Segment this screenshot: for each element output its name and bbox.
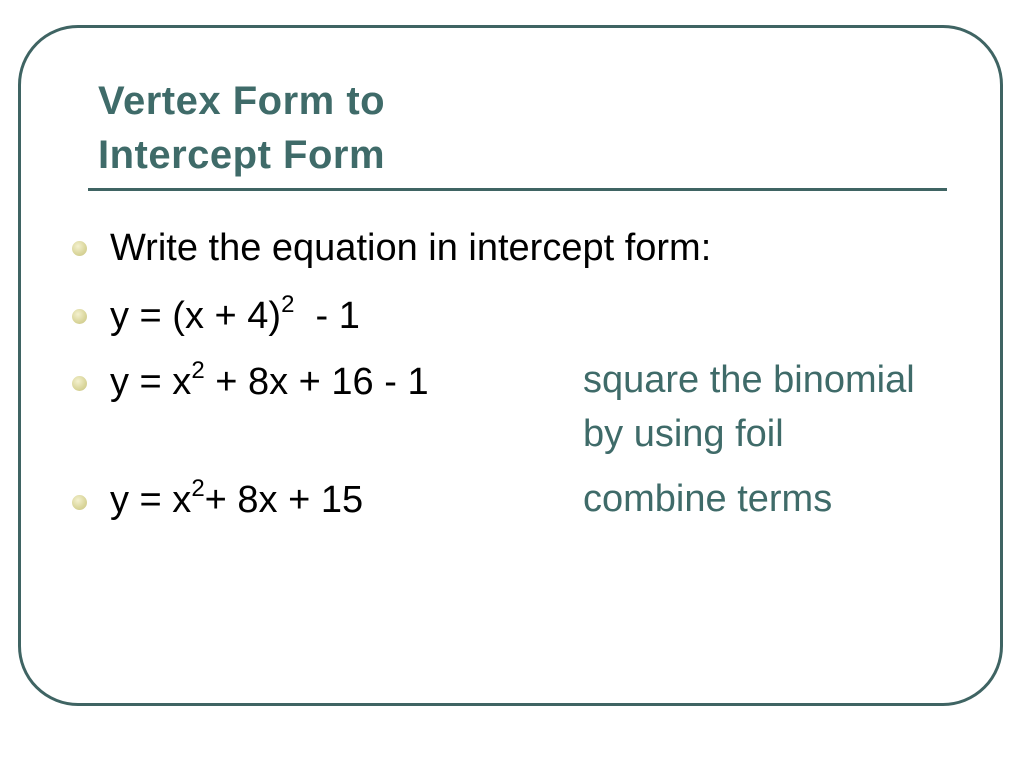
equation-exponent: 2 — [191, 475, 205, 503]
equation-rest: - 1 — [294, 295, 360, 337]
slide-title-line-2: Intercept Form — [98, 133, 386, 177]
bullet-3-note-line-2: by using foil — [583, 413, 784, 455]
bullet-dot-icon — [72, 309, 87, 324]
equation-exponent: 2 — [281, 291, 295, 319]
bullet-2-equation — [110, 291, 360, 338]
bullet-dot-icon — [72, 376, 87, 391]
bullet-dot-icon — [72, 241, 87, 256]
equation-base: y = (x + 4) — [110, 295, 282, 337]
slide-title — [98, 74, 385, 182]
title-underline — [88, 188, 947, 191]
bullet-3-equation — [110, 357, 429, 404]
bullet-3-note-line-1: square the binomial — [583, 359, 915, 401]
bullet-1-text: Write the equation in intercept form: — [110, 227, 712, 269]
bullet-dot-icon — [72, 495, 87, 510]
equation-rest: + 8x + 15 — [204, 479, 364, 521]
bullet-4-equation — [110, 475, 364, 522]
bullet-4-note: combine terms — [583, 478, 833, 520]
equation-base: y = x — [110, 361, 192, 403]
slide-title-line-1: Vertex Form to — [98, 79, 386, 123]
equation-base: y = x — [110, 479, 192, 521]
equation-rest: + 8x + 16 - 1 — [204, 361, 429, 403]
equation-exponent: 2 — [191, 357, 205, 385]
